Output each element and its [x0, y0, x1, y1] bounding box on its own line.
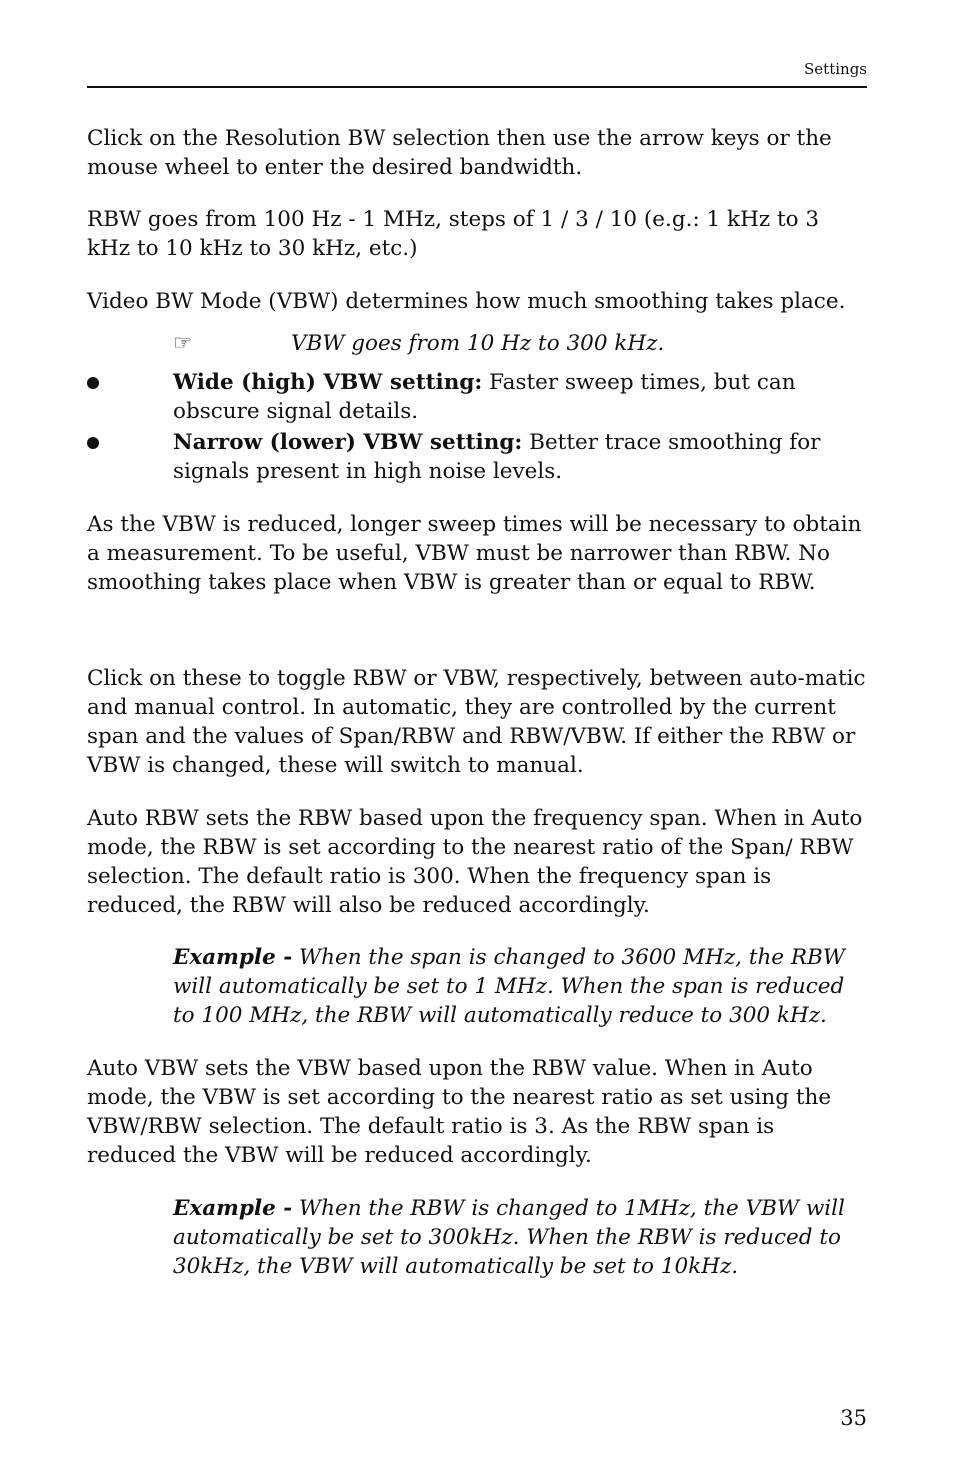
bullet-dot-icon	[87, 377, 99, 389]
example-auto-rbw	[173, 943, 867, 1030]
paragraph-toggle-auto: Click on these to toggle RBW or VBW, respectively, between auto-matic and manual control. In automatic, they are controlled by the current span and the values of Span/RBW and RBW/VBW. If either the RBW or VBW is changed, these will switch to manual.	[87, 666, 866, 778]
example-text: When the RBW is changed to 1MHz, the VBW will automatically be set to 300kHz. When the RBW is reduced to 30kHz, the VBW will automatically be set to 10kHz.	[173, 1196, 845, 1279]
bullet-term: Wide (high) VBW setting:	[173, 370, 483, 395]
example-label: Example -	[173, 1196, 293, 1221]
example-text: When the span is changed to 3600 MHz, the RBW will automatically be set to 1 MHz. When the span is reduced to 100 MHz, the RBW will automatically reduce to 300 kHz.	[173, 945, 845, 1028]
bullet-term: Narrow (lower) VBW setting:	[173, 430, 523, 455]
bullet-description: Faster sweep times, but can obscure signal details.	[173, 370, 796, 424]
pointing-hand-icon: ☞	[173, 331, 193, 356]
paragraph-vbw-reduced: As the VBW is reduced, longer sweep times will be necessary to obtain a measurement. To be useful, VBW must be narrower than RBW. No smoothing takes place when VBW is greater than or equal to RBW.	[87, 512, 862, 595]
bullet-dot-icon	[87, 437, 99, 449]
example-auto-vbw	[173, 1194, 867, 1281]
bullet-text	[173, 428, 867, 486]
bullet-description: Better trace smoothing for signals present in high noise levels.	[173, 430, 821, 484]
paragraph-auto-rbw: Auto RBW sets the RBW based upon the frequency span. When in Auto mode, the RBW is set according to the nearest ratio of the Span/ RBW selection. The default ratio is 300. When the frequency span is reduced, the RBW will also be reduced accordingly.	[87, 806, 863, 918]
running-header: Settings	[804, 60, 867, 78]
bullet-text	[173, 368, 867, 426]
paragraph-resolution-bw: Click on the Resolution BW selection then use the arrow keys or the mouse wheel to enter the desired bandwidth.	[87, 126, 832, 180]
page-number: 35	[840, 1406, 867, 1430]
paragraph-video-bw: Video BW Mode (VBW) determines how much smoothing takes place.	[87, 289, 846, 314]
note-text: VBW goes from 10 Hz to 300 kHz.	[291, 331, 665, 356]
example-label: Example -	[173, 945, 293, 970]
paragraph-rbw-range: RBW goes from 100 Hz - 1 MHz, steps of 1 / 3 / 10 (e.g.: 1 kHz to 3 kHz to 10 kHz to 30 kHz, etc.)	[87, 207, 820, 261]
paragraph-auto-vbw: Auto VBW sets the VBW based upon the RBW value. When in Auto mode, the VBW is set according to the nearest ratio as set using the VBW/RBW selection. The default ratio is 3. As the RBW span is reduced the VBW will be reduced accordingly.	[87, 1056, 832, 1168]
header-rule	[87, 86, 867, 88]
